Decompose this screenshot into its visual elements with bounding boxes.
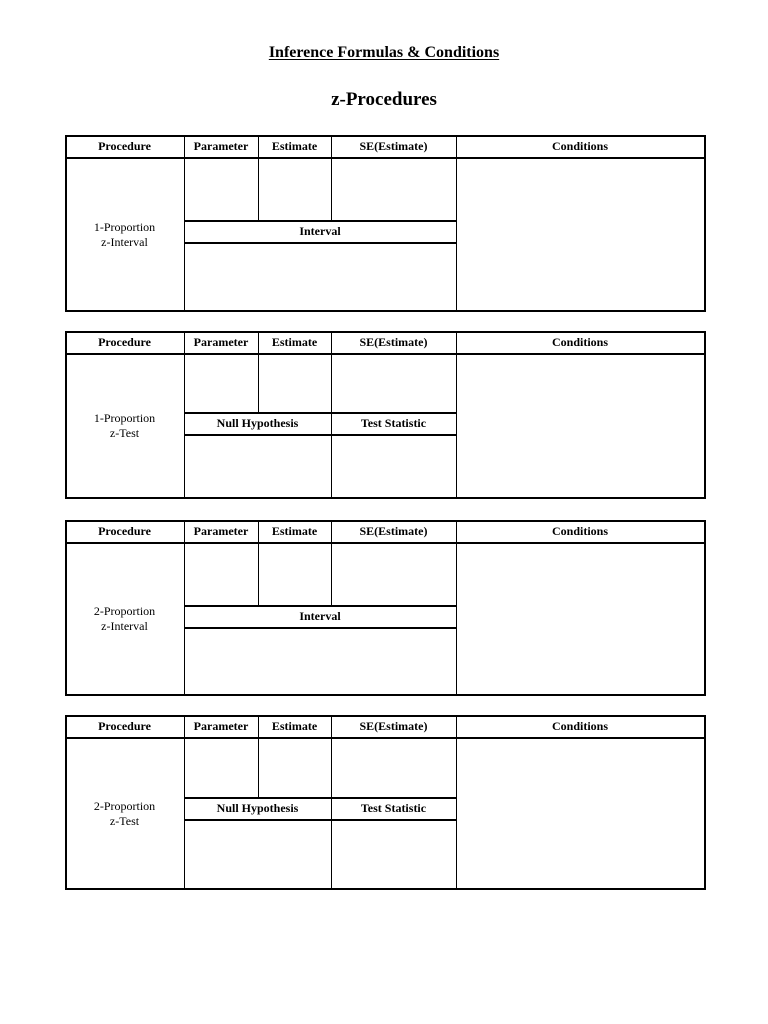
header-divider bbox=[65, 353, 704, 355]
procedure-type: z-Test bbox=[109, 813, 140, 828]
conditions-col-line bbox=[456, 157, 457, 310]
subheader-bottom-line bbox=[184, 434, 456, 436]
table-border-right bbox=[704, 520, 706, 696]
table-border-right bbox=[704, 331, 706, 499]
procedure-name: 2-Proportion bbox=[93, 604, 156, 618]
table-border-right bbox=[704, 715, 706, 890]
test-statistic-label: Test Statistic bbox=[360, 416, 427, 430]
table-border-bottom bbox=[65, 310, 705, 312]
conditions-col-line bbox=[456, 542, 457, 694]
header-procedure: Procedure bbox=[98, 139, 151, 153]
conditions-col-line bbox=[456, 737, 457, 888]
header-estimate: Estimate bbox=[271, 335, 318, 349]
interval-label: Interval bbox=[299, 609, 341, 623]
table-border-top bbox=[65, 715, 705, 717]
procedure-type: z-Interval bbox=[101, 234, 148, 249]
header-estimate: Estimate bbox=[271, 139, 318, 153]
table-border-top bbox=[65, 520, 705, 522]
header-se-estimate: SE(Estimate) bbox=[359, 719, 428, 733]
interval-label: Interval bbox=[299, 224, 341, 238]
header-estimate: Estimate bbox=[271, 524, 318, 538]
null-hypothesis-label: Null Hypothesis bbox=[216, 801, 299, 815]
header-parameter: Parameter bbox=[193, 524, 249, 538]
cell-col-line bbox=[331, 157, 332, 220]
page-subtitle: z-Procedures bbox=[331, 89, 437, 110]
header-conditions: Conditions bbox=[551, 719, 609, 733]
table-border-right bbox=[704, 135, 706, 312]
cell-col-line bbox=[331, 542, 332, 605]
header-conditions: Conditions bbox=[551, 524, 609, 538]
subheader-top-line bbox=[184, 220, 456, 222]
header-parameter: Parameter bbox=[193, 139, 249, 153]
conditions-col-line bbox=[456, 353, 457, 497]
header-divider bbox=[65, 737, 704, 739]
header-procedure: Procedure bbox=[98, 335, 151, 349]
subheader-bottom-line bbox=[184, 819, 456, 821]
procedure-name: 1-Proportion bbox=[93, 411, 156, 425]
header-procedure: Procedure bbox=[98, 719, 151, 733]
cell-col-line bbox=[258, 737, 259, 797]
subheader-top-line bbox=[184, 412, 456, 414]
test-statistic-label: Test Statistic bbox=[360, 801, 427, 815]
header-se-estimate: SE(Estimate) bbox=[359, 524, 428, 538]
header-estimate: Estimate bbox=[271, 719, 318, 733]
null-hypothesis-label: Null Hypothesis bbox=[216, 416, 299, 430]
header-se-estimate: SE(Estimate) bbox=[359, 139, 428, 153]
cell-col-line bbox=[331, 353, 332, 412]
header-parameter: Parameter bbox=[193, 719, 249, 733]
table-border-bottom bbox=[65, 497, 705, 499]
header-divider bbox=[65, 157, 704, 159]
cell-col-line bbox=[331, 737, 332, 797]
table-border-top bbox=[65, 135, 705, 137]
page-title: Inference Formulas & Conditions bbox=[268, 44, 500, 61]
cell-col-line bbox=[258, 542, 259, 605]
header-se-estimate: SE(Estimate) bbox=[359, 335, 428, 349]
table-border-top bbox=[65, 331, 705, 333]
subheader-top-line bbox=[184, 797, 456, 799]
subheader-bottom-line bbox=[184, 242, 456, 244]
header-parameter: Parameter bbox=[193, 335, 249, 349]
table-border-bottom bbox=[65, 694, 705, 696]
subheader-top-line bbox=[184, 605, 456, 607]
cell-col-line bbox=[258, 157, 259, 220]
header-conditions: Conditions bbox=[551, 139, 609, 153]
cell-col-line bbox=[258, 353, 259, 412]
table-border-bottom bbox=[65, 888, 705, 890]
procedure-type: z-Test bbox=[109, 426, 140, 440]
procedure-name: 2-Proportion bbox=[93, 798, 156, 813]
procedure-type: z-Interval bbox=[101, 619, 148, 633]
procedure-name: 1-Proportion bbox=[93, 219, 156, 234]
header-procedure: Procedure bbox=[98, 524, 151, 538]
subheader-bottom-line bbox=[184, 627, 456, 629]
header-divider bbox=[65, 542, 704, 544]
header-conditions: Conditions bbox=[551, 335, 609, 349]
